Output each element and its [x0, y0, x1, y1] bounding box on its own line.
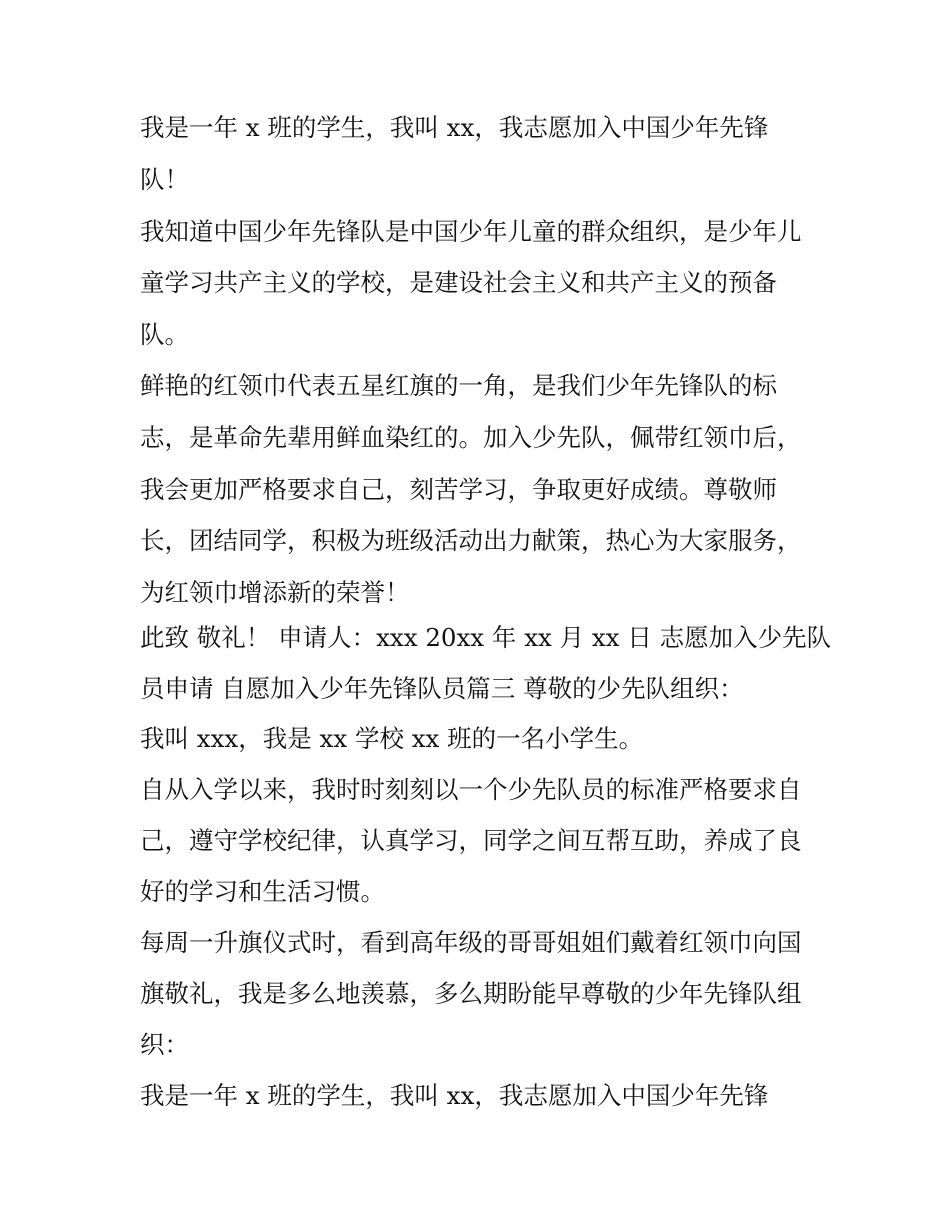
text-line: 自从入学以来，我时时刻刻以一个少先队员的标准严格要求自 — [140, 775, 802, 804]
text-line: 我会更加严格要求自己，刻苦学习，争取更好成绩。尊敬师 — [140, 475, 777, 504]
text-line: 员申请 自愿加入少年先锋队员篇三 尊敬的少先队组织： — [140, 674, 744, 703]
text-line: 队！ — [140, 165, 189, 194]
text-line: 童学习共产主义的学校，是建设社会主义和共产主义的预备 — [140, 268, 777, 297]
text-line: 织： — [140, 1030, 189, 1059]
text-line: 我是一年 x 班的学生，我叫 xx，我志愿加入中国少年先锋 — [140, 113, 769, 142]
text-line: 我叫 xxx，我是 xx 学校 xx 班的一名小学生。 — [140, 724, 644, 753]
text-line: 此致 敬礼！ 申请人：xxx 20xx 年 xx 月 xx 日 志愿加入少先队 — [140, 623, 832, 652]
text-line: 为红领巾增添新的荣誉！ — [140, 578, 410, 607]
text-line: 每周一升旗仪式时，看到高年级的哥哥姐姐们戴着红领巾向国 — [140, 928, 802, 957]
text-line: 长，团结同学，积极为班级活动出力献策，热心为大家服务， — [140, 526, 802, 555]
text-line: 己，遵守学校纪律，认真学习，同学之间互帮互助，养成了良 — [140, 826, 802, 855]
text-line: 我是一年 x 班的学生，我叫 xx，我志愿加入中国少年先锋 — [140, 1081, 769, 1110]
text-line: 旗敬礼，我是多么地羡慕，多么期盼能早尊敬的少年先锋队组 — [140, 979, 802, 1008]
text-line: 鲜艳的红领巾代表五星红旗的一角，是我们少年先锋队的标 — [140, 371, 777, 400]
text-line: 我知道中国少年先锋队是中国少年儿童的群众组织，是少年儿 — [140, 217, 802, 246]
text-line: 好的学习和生活习惯。 — [140, 877, 385, 906]
text-line: 队。 — [140, 320, 189, 349]
text-line: 志，是革命先辈用鲜血染红的。加入少先队，佩带红领巾后， — [140, 423, 802, 452]
